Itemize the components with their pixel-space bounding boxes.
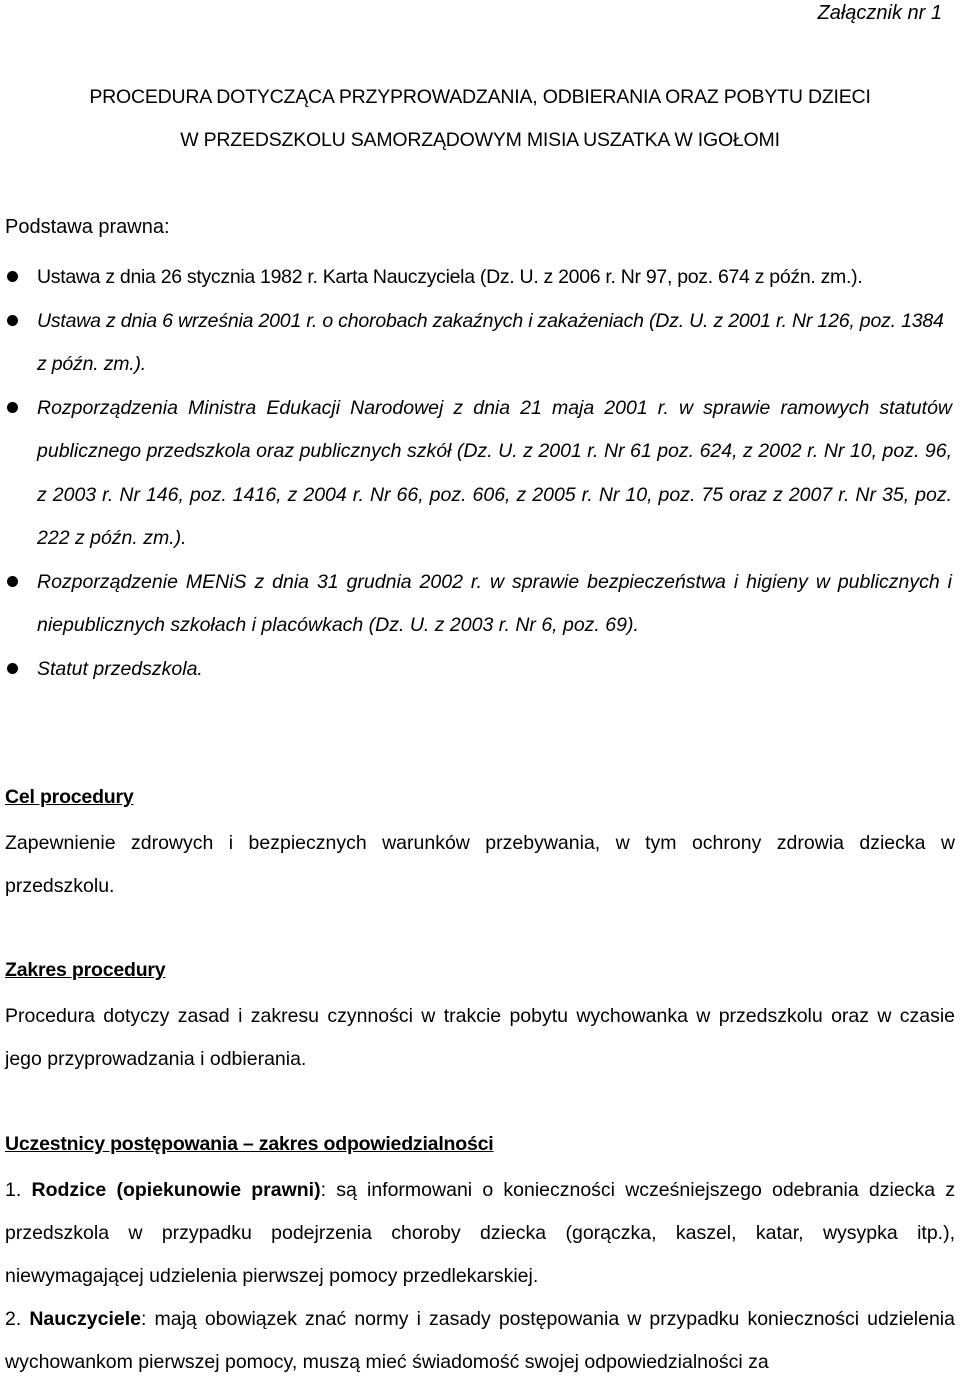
bullet-icon xyxy=(7,576,18,587)
participant-number: 2. xyxy=(5,1308,22,1330)
legal-basis-item-text: Statut przedszkola. xyxy=(37,657,203,680)
bullet-icon xyxy=(7,315,18,326)
bullet-icon xyxy=(7,402,18,413)
scope-text: Procedura dotyczy zasad i zakresu czynności w trakcie pobytu wychowanka w przedszkolu oraz w czasie jego przyprowadzania i odbierania. xyxy=(5,1005,955,1070)
participant-number: 1. xyxy=(5,1179,22,1201)
legal-basis-item-text: Ustawa z dnia 6 września 2001 r. o chorobach zakaźnych i zakażeniach (Dz. U. z 2001 r. Nr 126, poz. 1384 z późn. zm.). xyxy=(37,309,944,375)
goal-text: Zapewnienie zdrowych i bezpiecznych warunków przebywania, w tym ochrony zdrowia dziecka w przedszkolu. xyxy=(5,832,955,897)
legal-basis-list xyxy=(0,256,960,691)
document-title-line-2: W PRZEDSZKOLU SAMORZĄDOWYM MISIA USZATKA W IGOŁOMI xyxy=(180,129,780,151)
participant-role: Nauczyciele xyxy=(29,1308,141,1330)
goal-heading: Cel procedury xyxy=(5,786,134,808)
document-title-line-1: PROCEDURA DOTYCZĄCA PRZYPROWADZANIA, ODBIERANIA ORAZ POBYTU DZIECI xyxy=(89,86,871,108)
legal-basis-item xyxy=(0,387,960,561)
participant-item xyxy=(5,1298,955,1384)
legal-basis-item xyxy=(0,561,960,648)
participant-responsibility: : są informowani o konieczności wcześniejszego odebrania dziecka z przedszkola w przypadku podejrzenia choroby dziecka (gorączka, kaszel, katar, wysypka itp.), niewymagającej udzielenia pierwszej pomocy przedlekarskiej. xyxy=(5,1179,956,1287)
participant-responsibility: : mają obowiązek znać normy i zasady postępowania w przypadku konieczności udzielenia wychowankom pierwszej pomocy, muszą mieć świadomość swojej odpowiedzialności za xyxy=(5,1308,955,1373)
legal-basis-item-text: Rozporządzenia Ministra Edukacji Narodowej z dnia 21 maja 2001 r. w sprawie ramowych statutów publicznego przedszkola oraz publicznych szkół (Dz. U. z 2001 r. Nr 61 poz. 624, z 2002 r. Nr 10, poz. 96, z 2003 r. Nr 146, poz. 1416, z 2004 r. Nr 66, poz. 606, z 2005 r. Nr 10, poz. 75 oraz z 2007 r. Nr 35, poz. 222 z późn. zm.). xyxy=(37,396,952,549)
bullet-icon xyxy=(7,271,18,282)
annex-label: Załącznik nr 1 xyxy=(817,2,942,24)
legal-basis-item xyxy=(0,256,960,300)
legal-basis-item-text: Rozporządzenie MENiS z dnia 31 grudnia 2002 r. w sprawie bezpieczeństwa i higieny w publicznych i niepublicznych szkołach i placówkach (Dz. U. z 2003 r. Nr 6, poz. 69). xyxy=(37,570,952,636)
bullet-icon xyxy=(7,663,18,674)
participant-item xyxy=(5,1169,955,1298)
legal-basis-item xyxy=(0,300,960,387)
participants-heading: Uczestnicy postępowania – zakres odpowiedzialności xyxy=(5,1133,494,1155)
legal-basis-item-text: Ustawa z dnia 26 stycznia 1982 r. Karta Nauczyciela (Dz. U. z 2006 r. Nr 97, poz. 674 z późn. zm.). xyxy=(37,266,863,288)
legal-basis-heading: Podstawa prawna: xyxy=(5,216,170,238)
participant-role: Rodzice (opiekunowie prawni) xyxy=(31,1179,321,1201)
scope-heading: Zakres procedury xyxy=(5,959,166,981)
legal-basis-item xyxy=(0,648,960,692)
